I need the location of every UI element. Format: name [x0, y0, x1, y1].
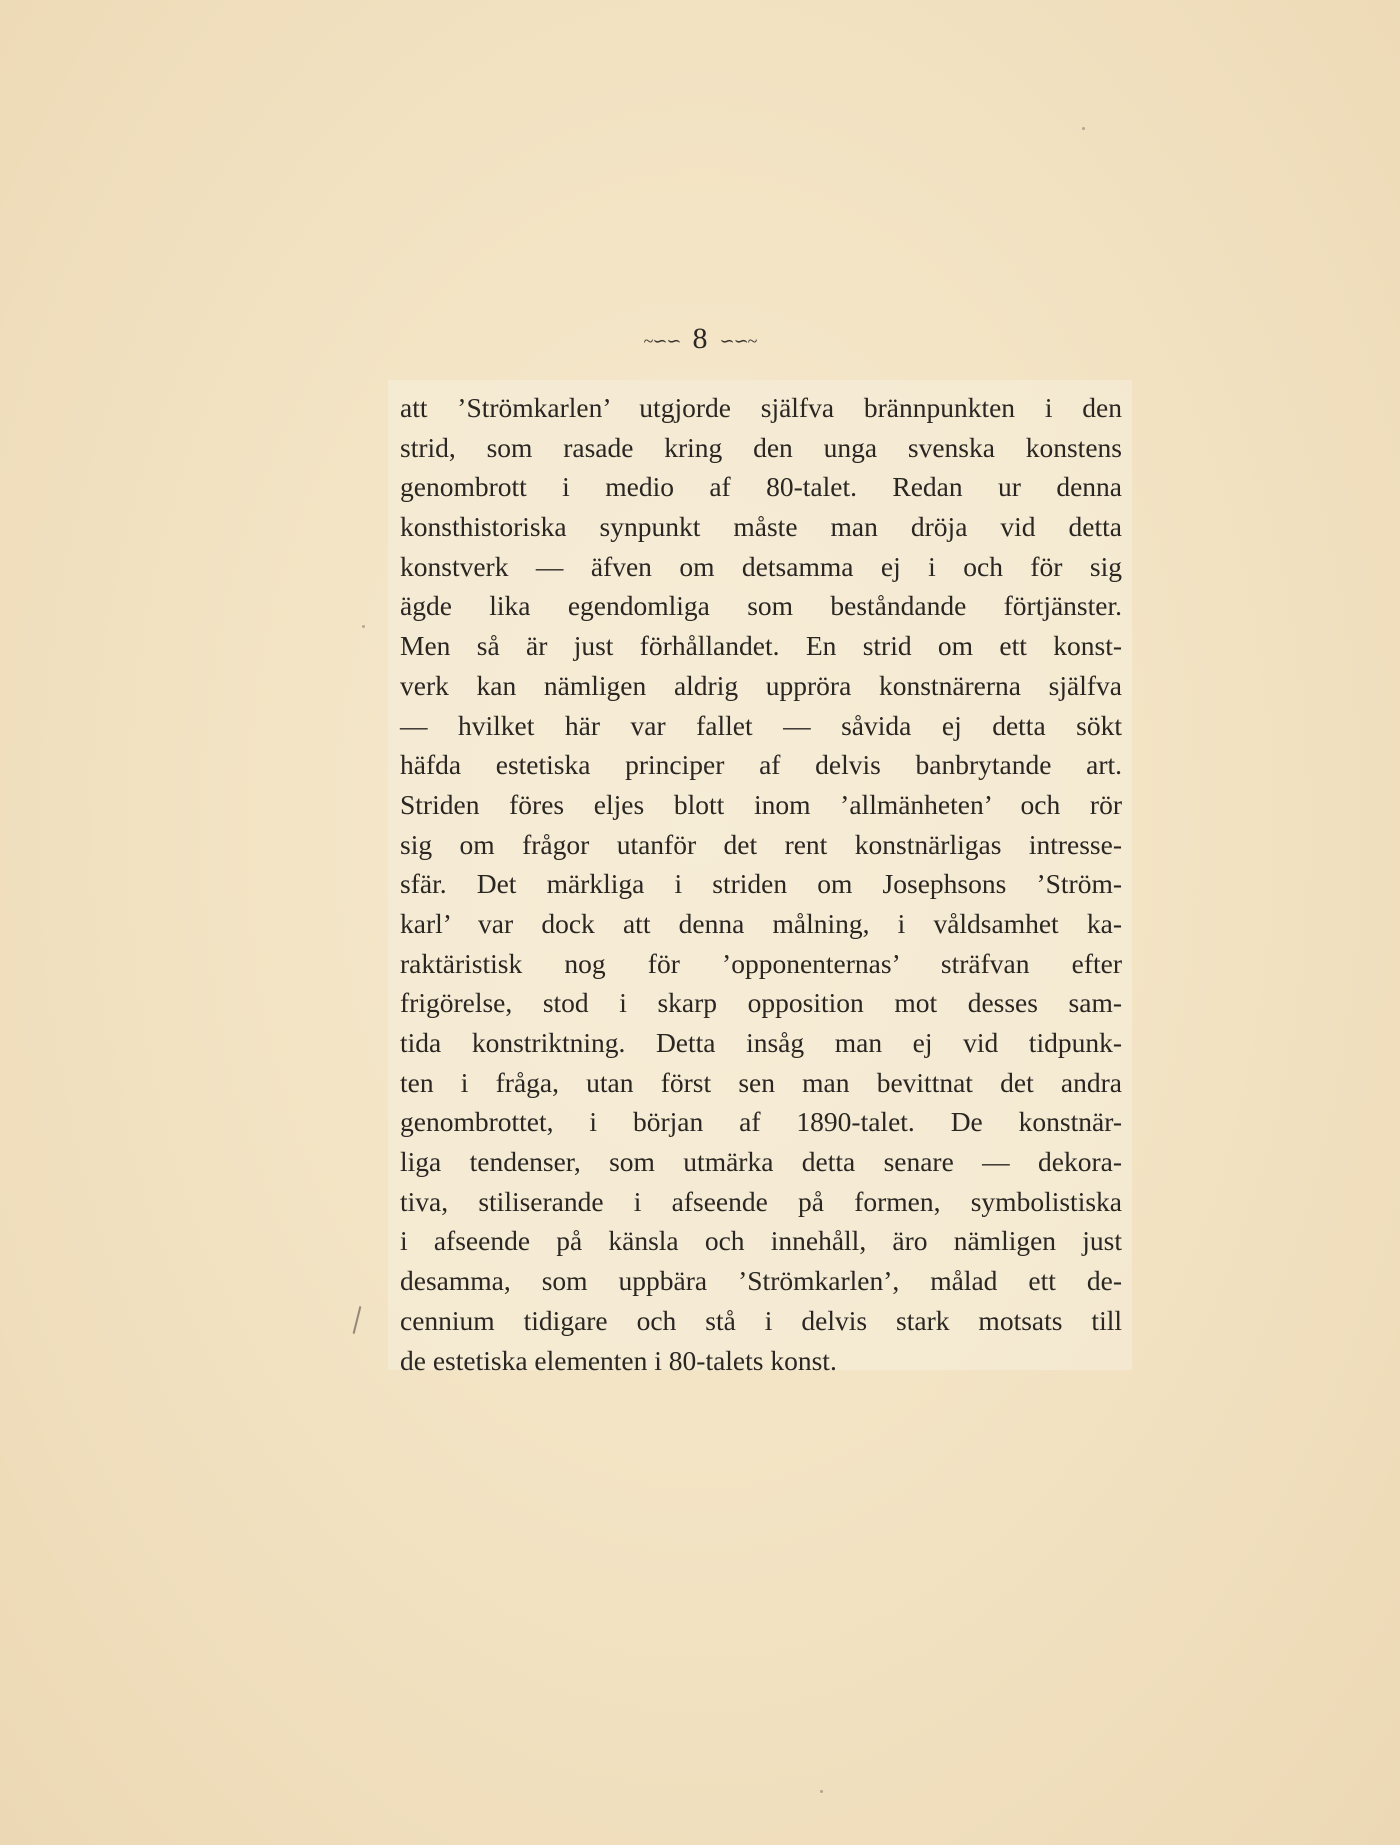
text-line: liga tendenser, som utmärka detta senare — dekora-: [400, 1146, 1122, 1178]
text-line: konstverk — äfven om detsamma ej i och för sig: [400, 550, 1122, 582]
ornament-right: ∽∽~: [719, 331, 757, 352]
body-text: [400, 388, 1122, 1380]
page-number: 8: [692, 322, 708, 355]
text-line: raktäristisk nog för ’opponenternas’ sträfvan efter: [400, 947, 1122, 979]
paper-speck: [820, 1790, 823, 1793]
text-line: konsthistoriska synpunkt måste man dröja vid detta: [400, 511, 1122, 543]
ornament-left: ~∽∽: [643, 331, 681, 352]
text-line: ägde lika egendomliga som beståndande förtjänster.: [400, 590, 1122, 622]
text-line: genombrottet, i början af 1890-talet. De konstnär-: [400, 1106, 1122, 1138]
text-line: karl’ var dock att denna målning, i våldsamhet ka-: [400, 907, 1122, 939]
text-line: häfda estetiska principer af delvis banbrytande art.: [400, 749, 1122, 781]
text-line: Men så är just förhållandet. En strid om ett konst-: [400, 630, 1122, 662]
text-line: att ’Strömkarlen’ utgjorde själfva brännpunkten i den: [400, 392, 1122, 423]
text-line: tiva, stiliserande i afseende på formen, symbolistiska: [400, 1185, 1122, 1217]
text-line: frigörelse, stod i skarp opposition mot desses sam-: [400, 987, 1122, 1019]
pencil-margin-mark: [353, 1306, 362, 1334]
text-line: genombrott i medio af 80-talet. Redan ur denna: [400, 471, 1122, 503]
text-line: cennium tidigare och stå i delvis stark motsats till: [400, 1304, 1122, 1336]
text-line: verk kan nämligen aldrig uppröra konstnärerna själfva: [400, 669, 1122, 701]
text-line: ten i fråga, utan först sen man bevittnat det andra: [400, 1066, 1122, 1098]
text-line: sig om frågor utanför det rent konstnärligas intresse-: [400, 828, 1122, 860]
page-header: [0, 324, 1400, 356]
text-line: sfär. Det märkliga i striden om Josephsons ’Ström-: [400, 868, 1122, 900]
paper-speck: [362, 625, 365, 628]
text-line: desamma, som uppbära ’Strömkarlen’, målad ett de-: [400, 1265, 1122, 1297]
paper-speck: [1082, 127, 1085, 130]
text-line: Striden föres eljes blott inom ’allmänheten’ och rör: [400, 788, 1122, 820]
text-line: i afseende på känsla och innehåll, äro nämligen just: [400, 1225, 1122, 1257]
text-line: de estetiska elementen i 80-talets konst.: [400, 1344, 837, 1376]
text-line: strid, som rasade kring den unga svenska konstens: [400, 431, 1122, 463]
text-line: — hvilket här var fallet — såvida ej detta sökt: [400, 709, 1122, 741]
text-line: tida konstriktning. Detta insåg man ej vid tidpunk-: [400, 1027, 1122, 1058]
